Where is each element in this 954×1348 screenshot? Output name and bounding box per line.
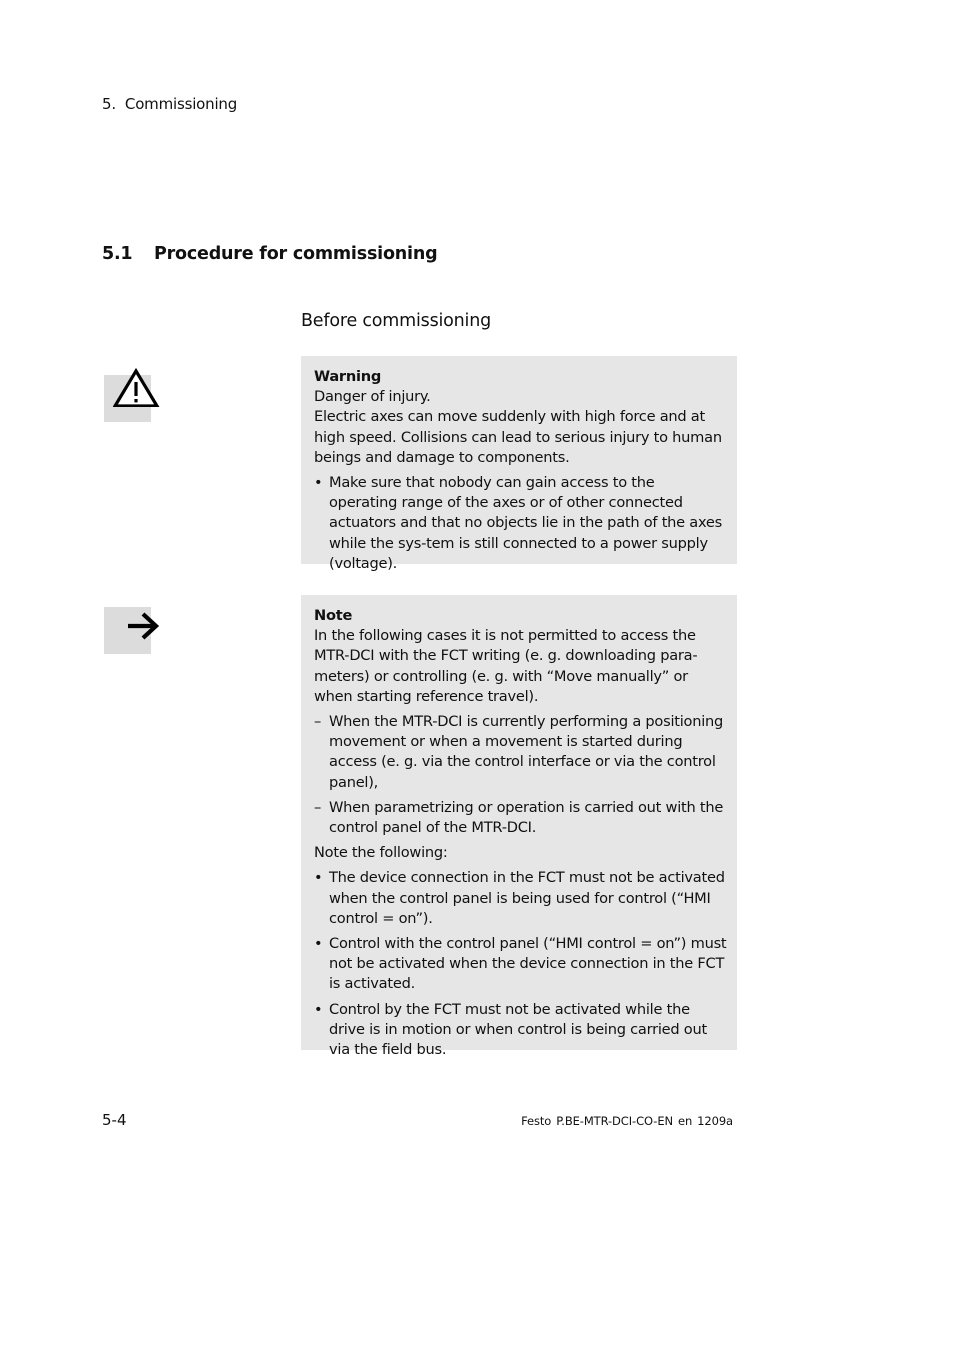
note-body: In the following cases it is not permitted to access the MTR-DCI with the FCT writing (e. g. downloading para-meters) or controlling (e. g. with “Move manually” or when starting reference travel). — [314, 627, 698, 705]
warning-title: Warning — [314, 368, 382, 385]
bullet-marker: • — [314, 474, 323, 492]
doc-language: en — [678, 1114, 693, 1128]
warning-triangle-icon — [113, 367, 161, 407]
note-followup: Note the following: — [314, 844, 448, 862]
dash-marker: – — [314, 798, 322, 816]
doc-code: P.BE-MTR-DCI-CO-EN — [556, 1114, 673, 1128]
arrow-right-icon — [126, 611, 160, 641]
list-item — [314, 868, 727, 929]
subheading: Before commissioning — [301, 311, 492, 331]
warning-line: Danger of injury. — [314, 388, 431, 406]
list-item — [314, 712, 727, 793]
dash-marker: – — [314, 713, 322, 731]
note-icon-box — [104, 607, 151, 654]
list-item-text: Make sure that nobody can gain access to the operating range of the axes or of other connected actuators and that no objects lie in the path of the axes while the sys-tem is still connected to a power supply (voltage). — [329, 474, 723, 572]
running-header — [102, 94, 237, 114]
bullet-marker: • — [314, 869, 323, 887]
bullet-marker: • — [314, 1000, 323, 1018]
list-item — [314, 1000, 727, 1061]
bullet-marker: • — [314, 935, 323, 953]
warning-body: Electric axes can move suddenly with high force and at high speed. Collisions can lead to serious injury to human beings and damage to components. — [314, 408, 722, 466]
note-dash-list — [314, 712, 727, 838]
list-item-text: The device connection in the FCT must not be activated when the control panel is being used for control (“HMI control = on”). — [329, 869, 725, 927]
doc-version: 1209a — [697, 1114, 733, 1128]
section-heading — [102, 242, 437, 266]
list-item-text: When parametrizing or operation is carried out with the control panel of the MTR-DCI. — [329, 798, 724, 837]
list-item — [314, 934, 727, 995]
list-item-text: Control with the control panel (“HMI control = on”) must not be activated when the device connection in the FCT is activated. — [329, 935, 727, 993]
note-title: Note — [314, 607, 353, 624]
warning-bullet-list — [314, 473, 727, 574]
warning-callout — [301, 356, 737, 572]
company-name: Festo — [521, 1114, 552, 1128]
document-reference — [521, 1113, 733, 1129]
list-item-text: Control by the FCT must not be activated while the drive is in motion or when control is being carried out via the field bus. — [329, 1000, 707, 1059]
list-item — [314, 473, 727, 574]
chapter-number: 5. — [102, 95, 116, 113]
warning-icon-box — [104, 375, 151, 422]
section-title: Procedure for commissioning — [154, 244, 438, 264]
page-number: 5-4 — [102, 1111, 127, 1129]
note-callout — [301, 595, 737, 1059]
note-bullet-list — [314, 868, 727, 1060]
list-item — [314, 798, 727, 838]
list-item-text: When the MTR-DCI is currently performing a positioning movement or when a movement is started during access (e. g. via the control interface or via the control panel), — [329, 713, 724, 791]
chapter-title: Commissioning — [124, 95, 238, 113]
section-number: 5.1 — [102, 244, 133, 264]
